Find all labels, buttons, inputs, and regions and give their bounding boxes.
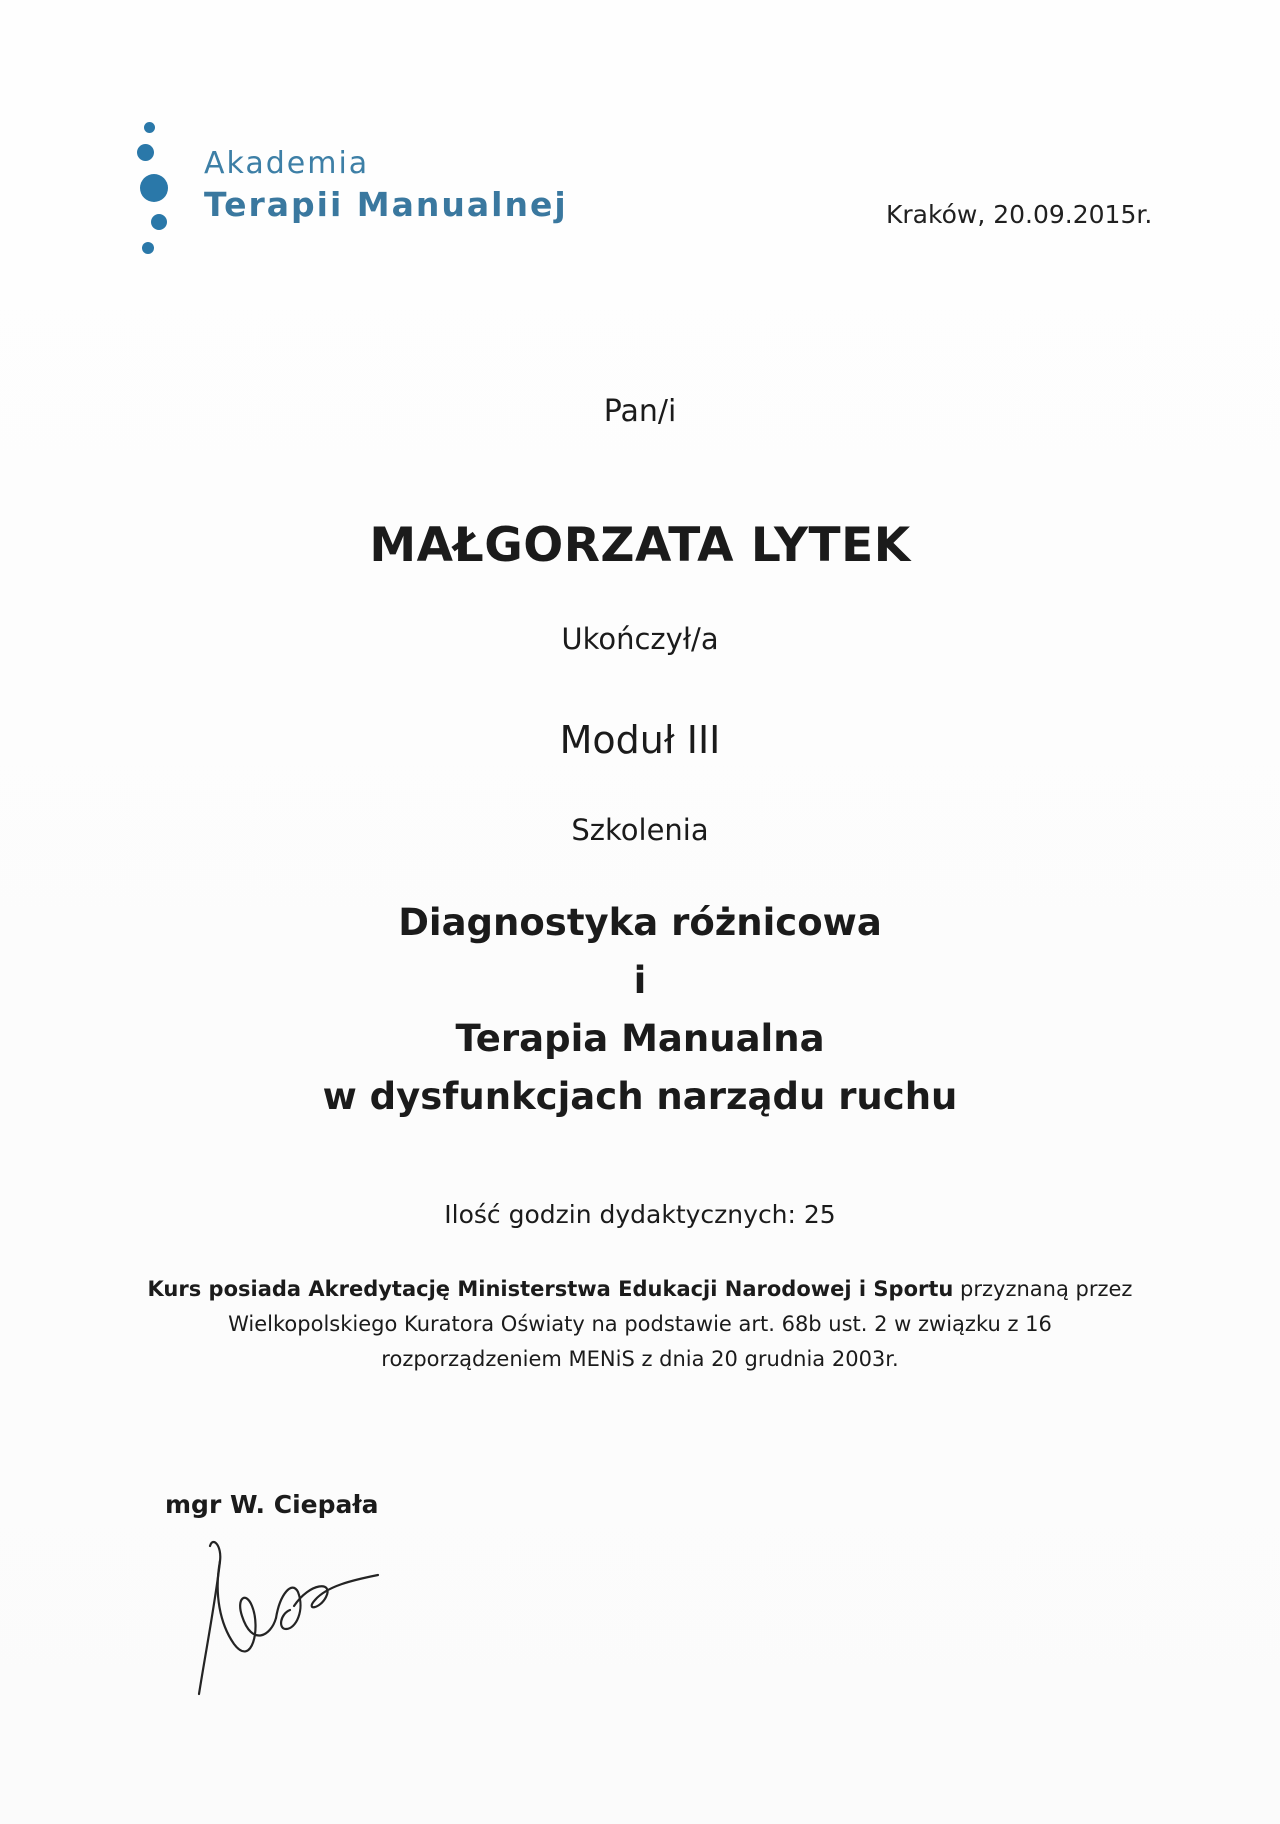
course-title-line-3: Terapia Manualna	[455, 1017, 825, 1060]
module-name: Moduł III	[559, 718, 721, 762]
signatory-name: mgr W. Ciepała	[165, 1490, 379, 1519]
completion-label: Ukończył/a	[561, 622, 719, 656]
accreditation-line-2: Wielkopolskiego Kuratora Oświaty na podstawie art. 68b ust. 2 w związku z 16	[228, 1312, 1052, 1336]
recipient-name: MAŁGORZATA LYTEK	[369, 518, 911, 573]
dots-logo-icon	[128, 116, 172, 266]
logo-title-line-1: Akademia	[204, 146, 370, 181]
salutation: Pan/i	[603, 394, 677, 429]
accreditation-line-1	[0, 1272, 1280, 1307]
course-title-line-4: w dysfunkcjach narządu ruchu	[322, 1075, 958, 1118]
course-title	[0, 894, 1280, 1126]
didactic-hours: Ilość godzin dydaktycznych: 25	[444, 1200, 836, 1229]
course-title-line-1: Diagnostyka różnicowa	[398, 901, 882, 944]
handwritten-signature	[194, 1528, 399, 1700]
course-title-line-2: i	[633, 959, 647, 1002]
accreditation-line-3: rozporządzeniem MENiS z dnia 20 grudnia 2003r.	[381, 1347, 899, 1371]
accreditation-line-1-rest: przyznaną przez	[960, 1277, 1133, 1301]
accreditation-note	[0, 1272, 1280, 1377]
accreditation-bold-text: Kurs posiada Akredytację Ministerstwa Edukacji Narodowej i Sportu	[147, 1277, 954, 1301]
logo-title-line-2: Terapii Manualnej	[204, 185, 568, 224]
document-date: Kraków, 20.09.2015r.	[886, 200, 1153, 229]
training-label: Szkolenia	[571, 813, 709, 847]
logo-text	[204, 144, 568, 226]
academy-logo	[128, 116, 588, 266]
